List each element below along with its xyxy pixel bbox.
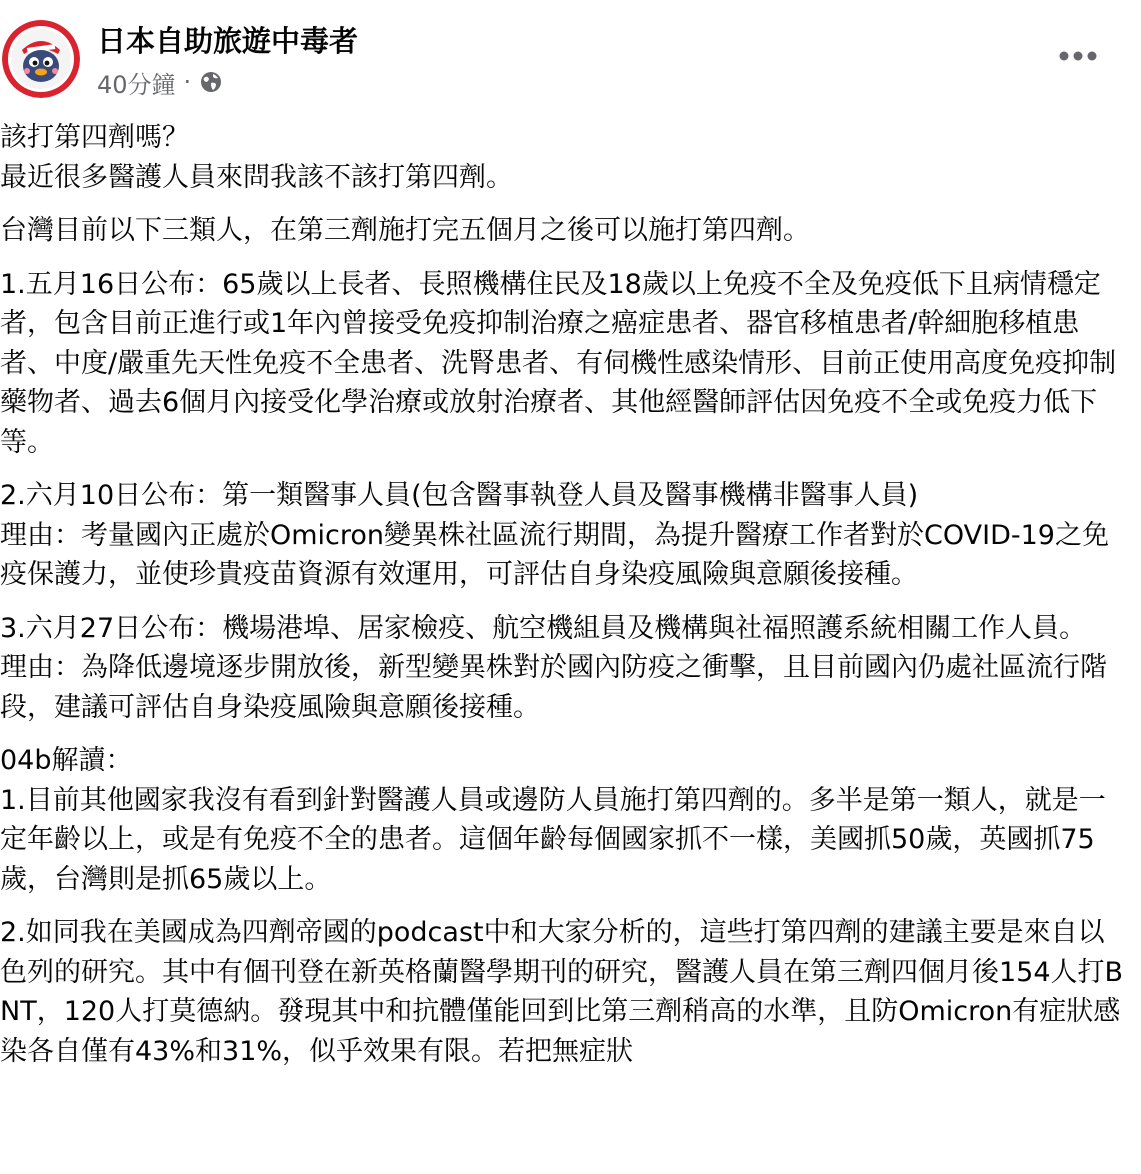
post-paragraph: 2.如同我在美國成為四劑帝國的podcast中和大家分析的，這些打第四劑的建議主要是來自以色列的研究。其中有個刊登在新英格蘭醫學期刊的研究，醫護人員在第三劑四個月後154人打BNT，120人打莫德納。發現其中和抗體僅能回到比第三劑稍高的水準，且防Omicron有症狀感染各自僅有43%和31%，似乎效果有限。若把無症狀 [0, 917, 1124, 1067]
page-avatar[interactable] [2, 20, 80, 98]
post-body [0, 118, 1130, 1085]
more-options-icon [1052, 38, 1104, 74]
post-meta [97, 66, 223, 98]
avatar-mascot-icon [2, 20, 80, 98]
post-paragraph: 2.六月10日公布：第一類醫事人員(包含醫事執登人員及醫事機構非醫事人員) 理由：考量國內正處於Omicron變異株社區流行期間，為提升醫療工作者對於COVID-19之免疫保護力，並使珍貴疫苗資源有效運用，可評估自身染疫風險與意願後接種。 [0, 480, 1109, 590]
more-options-button[interactable] [1052, 38, 1104, 74]
post-paragraph: 3.六月27日公布：機場港埠、居家檢疫、航空機組員及機構與社福照護系統相關工作人員。 理由：為降低邊境逐步開放後，新型變異株對於國內防疫之衝擊，且目前國內仍處社區流行階段，建議可評估自身染疫風險與意願後接種。 [0, 612, 1107, 723]
post-paragraph: 台灣目前以下三類人，在第三劑施打完五個月之後可以施打第四劑。 [0, 215, 810, 246]
page-name[interactable]: 日本自助旅遊中毒者 [97, 24, 359, 58]
post-header [0, 0, 1141, 110]
meta-separator: · [183, 68, 192, 96]
post-timestamp[interactable]: 40分鐘 [97, 70, 176, 99]
globe-icon[interactable] [199, 70, 223, 94]
post-paragraph: 1.五月16日公布：65歲以上長者、長照機構住民及18歲以上免疫不全及免疫低下且病情穩定者，包含目前正進行或1年內曾接受免疫抑制治療之癌症患者、器官移植患者/幹細胞移植患者、中度/嚴重先天性免疫不全患者、洗腎患者、有伺機性感染情形、目前正使用高度免疫抑制藥物者、過去6個月內接受化學治療或放射治療者、其他經醫師評估因免疫不全或免疫力低下等。 [0, 268, 1117, 458]
post-paragraph: 該打第四劑嗎？ 最近很多醫護人員來問我該不該打第四劑。 [0, 122, 513, 193]
post-paragraph: 04b解讀： 1.目前其他國家我沒有看到針對醫護人員或邊防人員施打第四劑的。多半是第一類人，就是一定年齡以上，或是有免疫不全的患者。這個年齡每個國家抓不一樣，美國抓50歲，英國抓75歲，台灣則是抓65歲以上。 [0, 745, 1106, 895]
